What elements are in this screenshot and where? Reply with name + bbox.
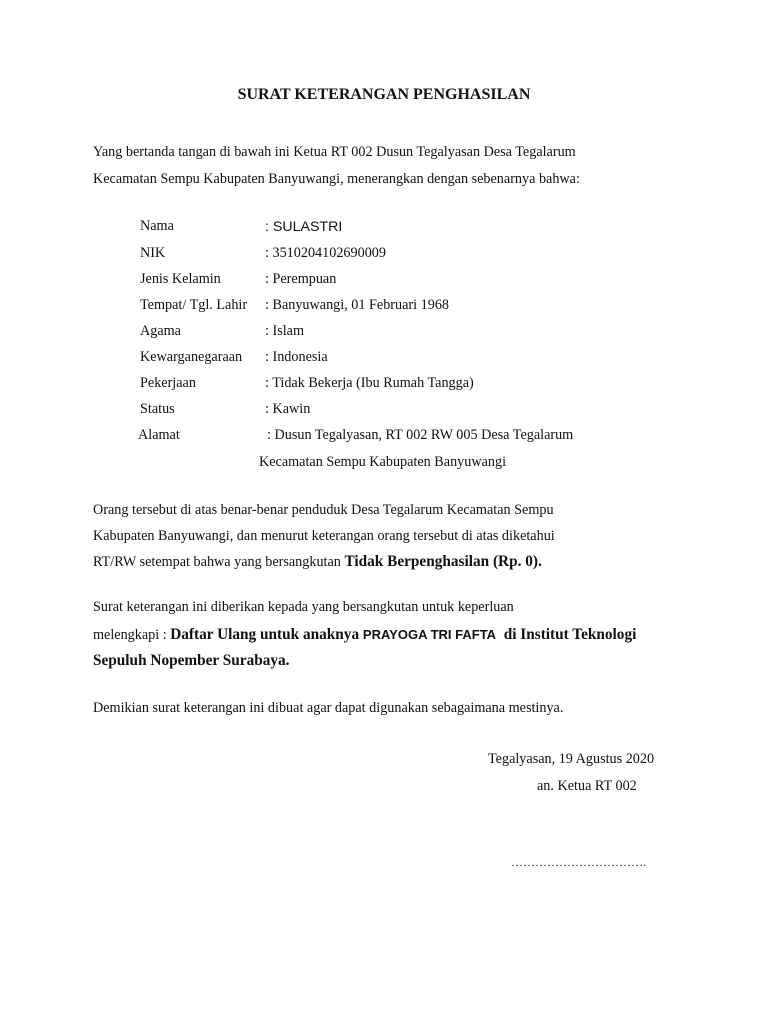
para3-line-2-prefix: melengkapi : (93, 627, 171, 643)
field-label-pekerjaan: Pekerjaan (140, 375, 196, 391)
field-value-status: : Kawin (265, 401, 311, 417)
field-value-agama: : Islam (265, 323, 305, 339)
field-value-alamat-cont: Kecamatan Sempu Kabupaten Banyuwangi (259, 454, 507, 470)
field-label-alamat: Alamat (138, 427, 180, 443)
para3-line-2 (93, 626, 683, 644)
institution-name: Sepuluh Nopember Surabaya. (93, 652, 290, 669)
closing-sentence: Demikian surat keterangan ini dibuat agar dapat digunakan sebagaimana mestinya. (93, 700, 564, 716)
income-status: Tidak Berpenghasilan (Rp. 0). (344, 553, 542, 570)
field-label-status: Status (140, 401, 175, 417)
signatory-title: an. Ketua RT 002 (537, 778, 637, 794)
field-label-nik: NIK (140, 245, 166, 261)
institution-text: di Institut Teknologi (496, 626, 637, 643)
intro-line-2: Kecamatan Sempu Kabupaten Banyuwangi, menerangkan dengan sebenarnya bahwa: (93, 171, 580, 187)
purpose-text: Daftar Ulang untuk anaknya (170, 626, 363, 643)
para2-line-1: Orang tersebut di atas benar-benar penduduk Desa Tegalarum Kecamatan Sempu (93, 502, 554, 518)
field-label-agama: Agama (140, 323, 181, 339)
para3-line-1: Surat keterangan ini diberikan kepada yang bersangkutan untuk keperluan (93, 599, 514, 615)
field-label-kewarganegaraan: Kewarganegaraan (140, 349, 243, 365)
field-value-tempat-tgl-lahir: : Banyuwangi, 01 Februari 1968 (265, 297, 450, 313)
field-label-nama: Nama (140, 218, 174, 234)
field-label-jenis-kelamin: Jenis Kelamin (140, 271, 221, 287)
child-name: PRAYOGA TRI FAFTA (362, 627, 497, 642)
field-label-tempat-tgl-lahir: Tempat/ Tgl. Lahir (140, 297, 248, 313)
field-value-pekerjaan: : Tidak Bekerja (Ibu Rumah Tangga) (265, 375, 474, 391)
field-value-kewarganegaraan: : Indonesia (265, 349, 328, 365)
letter-title: SURAT KETERANGAN PENGHASILAN (237, 86, 531, 103)
signature-line: ……………………………. (511, 855, 646, 869)
para2-line-3 (93, 553, 683, 571)
field-value-nik: : 3510204102690009 (265, 245, 386, 261)
field-value-nama: : SULASTRI (265, 219, 343, 235)
field-value-jenis-kelamin: : Perempuan (265, 271, 337, 287)
field-value-alamat: : Dusun Tegalyasan, RT 002 RW 005 Desa Tegalarum (267, 427, 574, 443)
para2-line-3-text: RT/RW setempat bahwa yang bersangkutan (93, 554, 345, 570)
place-date: Tegalyasan, 19 Agustus 2020 (488, 751, 655, 767)
intro-line-1: Yang bertanda tangan di bawah ini Ketua RT 002 Dusun Tegalyasan Desa Tegalarum (93, 144, 576, 160)
para2-line-2: Kabupaten Banyuwangi, dan menurut keterangan orang tersebut di atas diketahui (93, 528, 555, 544)
para3-line-3 (93, 652, 683, 670)
